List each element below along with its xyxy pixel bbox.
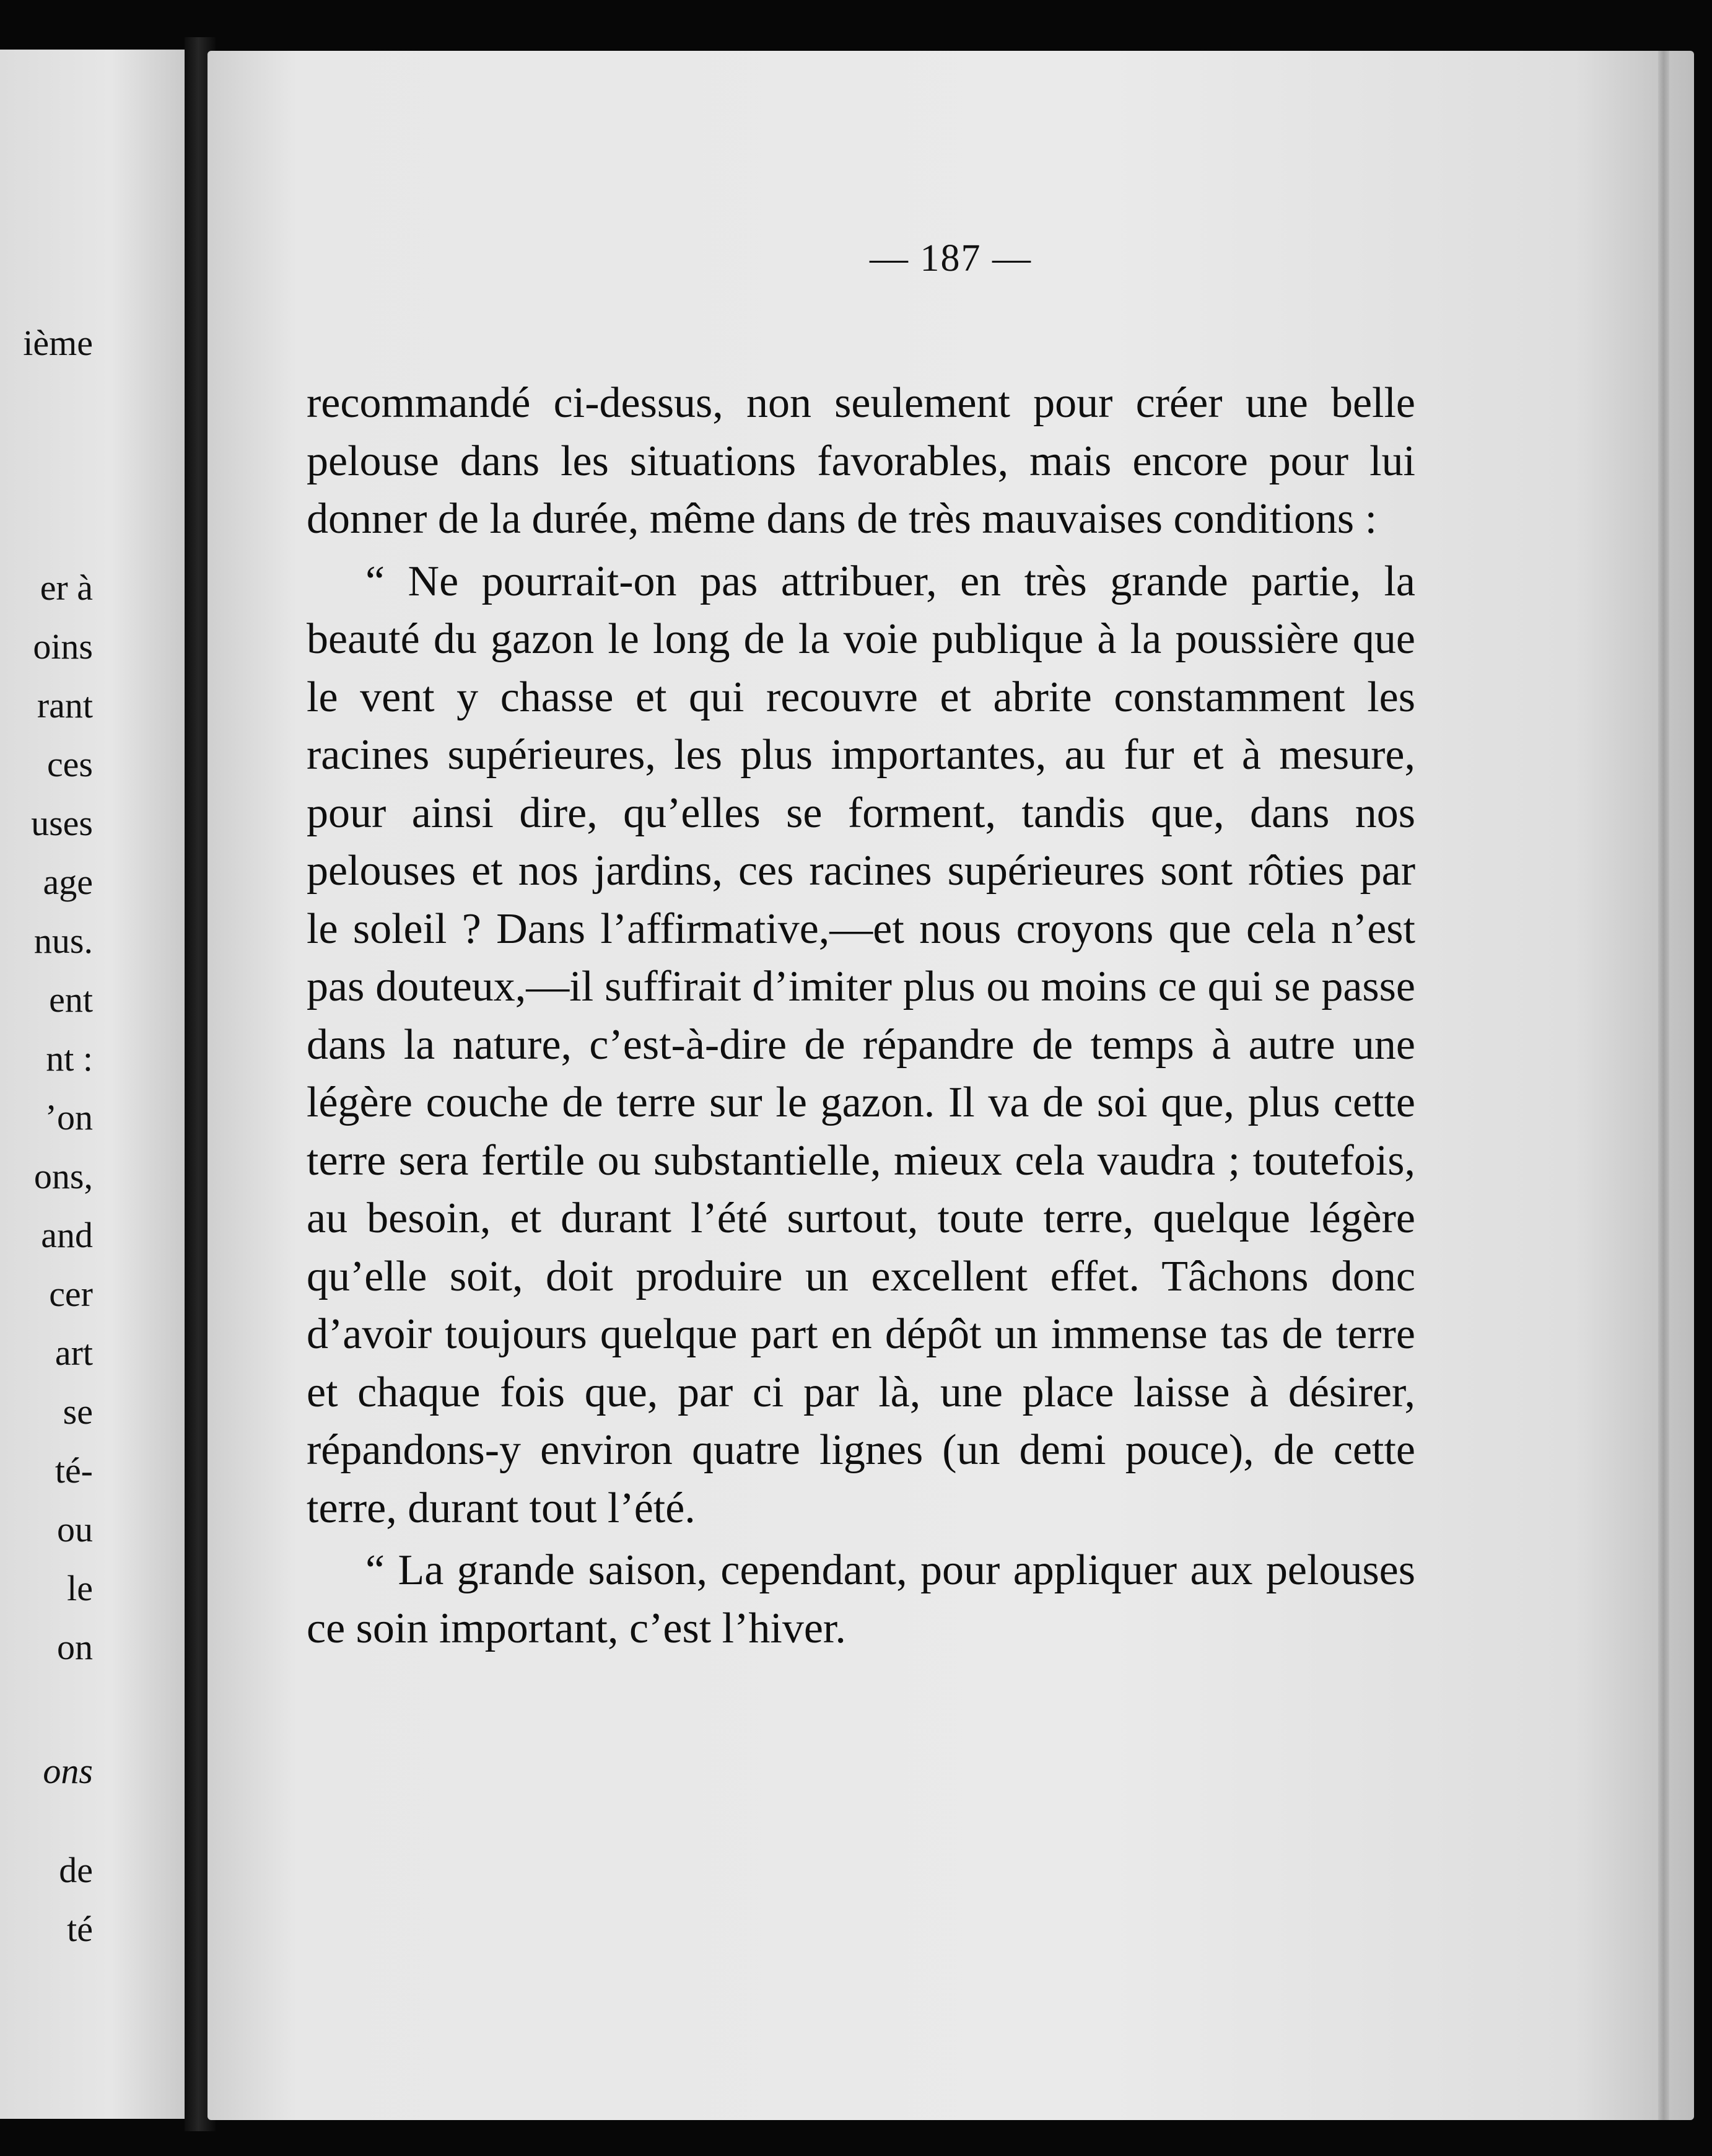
facing-page-line: ’on [45, 1097, 93, 1137]
facing-page-line: se [63, 1391, 93, 1432]
facing-page-line: de [59, 1850, 93, 1890]
facing-page-line: té- [55, 1450, 93, 1491]
facing-page-line: ent [49, 979, 93, 1020]
facing-page-line: ons [43, 1751, 93, 1791]
facing-page-line: té [67, 1909, 93, 1949]
paragraph: recommandé ci-dessus, non seulement pour créer une belle pelouse dans les situations favorables, mais encore pour lui donner de la durée, même dans de très mauvaises conditions : [307, 379, 1415, 543]
facing-page-line: cer [49, 1274, 93, 1314]
paragraph: “ La grande saison, cependant, pour appliquer aux pelouses ce soin important, c’est l’hiver. [307, 1546, 1415, 1652]
facing-page-line: ième [23, 323, 93, 363]
facing-page-line: er à [40, 567, 93, 608]
facing-page-line: oins [33, 626, 93, 667]
page-number: — 187 — [870, 237, 1032, 279]
facing-page-line: on [57, 1627, 93, 1667]
paragraph: “ Ne pourrait-on pas attribuer, en très grande partie, la beauté du gazon le long de la voie publique à la poussière que le vent y chasse et qui recouvre et abrite constamment les racines supérieures, les plus importantes, au fur et à mesure, pour ainsi dire, qu’elles se forment, tandis que, dans nos pelouses et nos jardins, ces racines supérieures sont rôties par le soleil ? Dans l’affirmative,—et nous croyons que cela n’est pas douteux,—il suffirait d’imiter plus ou moins ce qui se passe dans la nature, c’est-à-dire de répandre de temps à autre une légère couche de terre sur le gazon. Il va de soi que, plus cette terre sera fertile ou substantielle, mieux cela vaudra ; toutefois, au besoin, et durant l’été surtout, toute terre, quelque légère qu’elle soit, doit produire un excellent effet. Tâchons donc d’avoir toujours quelque part en dépôt un immense tas de terre et chaque fois que, par ci par là, une place laisse à désirer, répandons-y environ quatre lignes (un demi pouce), de cette terre, durant tout l’été. [307, 557, 1415, 1532]
page-body [307, 374, 1415, 1657]
facing-page-line: ou [57, 1509, 93, 1549]
facing-page-line: ces [46, 744, 93, 784]
facing-page-line: uses [31, 803, 93, 843]
facing-page-line: nt : [46, 1038, 93, 1079]
facing-page-line: ons, [33, 1156, 93, 1196]
facing-page-line: and [41, 1215, 93, 1255]
facing-page-line: rant [37, 685, 93, 725]
book-page [207, 51, 1694, 2120]
facing-page-line: age [43, 862, 93, 902]
facing-page-fragment [0, 50, 186, 2119]
facing-page-line: le [67, 1568, 93, 1608]
facing-page-line: nus. [33, 921, 93, 961]
facing-page-line: art [55, 1333, 93, 1373]
